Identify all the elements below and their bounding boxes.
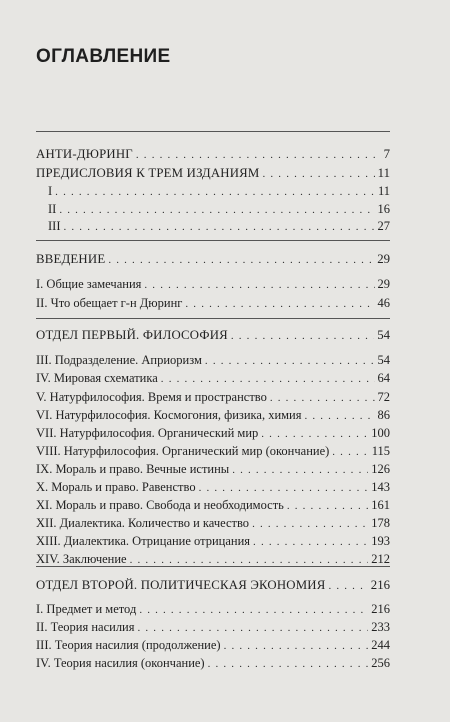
toc-entry[interactable] bbox=[36, 618, 390, 636]
toc-entry-label: АНТИ-ДЮРИНГ bbox=[36, 147, 133, 161]
toc-entry-label: II bbox=[48, 202, 57, 216]
leader-dots bbox=[199, 479, 369, 497]
leader-dots bbox=[139, 601, 368, 619]
toc-entry[interactable] bbox=[36, 496, 390, 514]
toc-entry-page: 126 bbox=[371, 462, 390, 476]
toc-entry[interactable] bbox=[36, 424, 390, 442]
toc-entry-page: 212 bbox=[371, 552, 390, 566]
toc-entry-page: 29 bbox=[377, 252, 390, 266]
toc-entry-page: 29 bbox=[377, 277, 390, 291]
toc-entry-page: 46 bbox=[377, 296, 390, 310]
leader-dots bbox=[161, 370, 375, 388]
toc-entry-label: I. Общие замечания bbox=[36, 277, 142, 291]
toc-entry-page: 11 bbox=[377, 184, 390, 198]
toc-entry-page: 54 bbox=[377, 328, 390, 342]
toc-entry-label: VII. Натурфилософия. Органический мир bbox=[36, 426, 259, 440]
toc-entry[interactable] bbox=[36, 326, 390, 344]
toc-entry-label: XII. Диалектика. Количество и качество bbox=[36, 516, 250, 530]
toc-entry-label: I. Предмет и метод bbox=[36, 602, 137, 616]
toc-entry[interactable] bbox=[36, 200, 390, 218]
toc-entry-page: 216 bbox=[371, 602, 390, 616]
leader-dots bbox=[205, 352, 375, 370]
toc-entry[interactable] bbox=[36, 145, 390, 163]
leader-dots bbox=[185, 295, 374, 313]
leader-dots bbox=[138, 619, 369, 637]
leader-dots bbox=[328, 577, 367, 595]
divider bbox=[36, 318, 390, 319]
toc-entry[interactable] bbox=[36, 532, 390, 550]
toc-entry[interactable] bbox=[36, 550, 390, 568]
toc-entry-label: ПРЕДИСЛОВИЯ К ТРЕМ ИЗДАНИЯМ bbox=[36, 166, 260, 180]
toc-entry-label: ОТДЕЛ ПЕРВЫЙ. ФИЛОСОФИЯ bbox=[36, 328, 228, 342]
leader-dots bbox=[263, 165, 375, 183]
toc-entry-page: 115 bbox=[371, 444, 390, 458]
toc-entry-label: X. Мораль и право. Равенство bbox=[36, 480, 196, 494]
toc-entry[interactable] bbox=[36, 369, 390, 387]
toc-entry-page: 7 bbox=[383, 147, 390, 161]
toc-entry[interactable] bbox=[36, 388, 390, 406]
toc-entry-label: XI. Мораль и право. Свобода и необходимость bbox=[36, 498, 284, 512]
toc-entry[interactable] bbox=[36, 576, 390, 594]
toc-entry-page: 193 bbox=[371, 534, 390, 548]
toc-entry-label: XIV. Заключение bbox=[36, 552, 127, 566]
toc-entry[interactable] bbox=[36, 406, 390, 424]
leader-dots bbox=[253, 533, 368, 551]
leader-dots bbox=[64, 218, 375, 236]
leader-dots bbox=[332, 443, 368, 461]
toc-entry-page: 244 bbox=[371, 638, 390, 652]
toc-entry[interactable] bbox=[36, 654, 390, 672]
leader-dots bbox=[55, 183, 375, 201]
toc-entry[interactable] bbox=[36, 514, 390, 532]
toc-entry-label: VIII. Натурфилософия. Органический мир (окончание) bbox=[36, 444, 330, 458]
toc-entry-page: 16 bbox=[377, 202, 390, 216]
toc-entry[interactable] bbox=[36, 460, 390, 478]
toc-entry-page: 216 bbox=[370, 578, 390, 592]
leader-dots bbox=[304, 407, 374, 425]
leader-dots bbox=[287, 497, 368, 515]
toc-entry[interactable] bbox=[36, 351, 390, 369]
toc-entry-page: 233 bbox=[371, 620, 390, 634]
toc-entry-page: 256 bbox=[371, 656, 390, 670]
toc-entry[interactable] bbox=[36, 217, 390, 235]
toc-entry-label: III. Теория насилия (продолжение) bbox=[36, 638, 221, 652]
leader-dots bbox=[144, 276, 374, 294]
leader-dots bbox=[232, 461, 368, 479]
toc-entry-label: IV. Теория насилия (окончание) bbox=[36, 656, 205, 670]
leader-dots bbox=[252, 515, 368, 533]
leader-dots bbox=[208, 655, 369, 673]
toc-entry-label: II. Что обещает г-н Дюринг bbox=[36, 296, 183, 310]
leader-dots bbox=[108, 251, 374, 269]
toc-entry-label: III. Подразделение. Априоризм bbox=[36, 353, 202, 367]
toc-entry-label: V. Натурфилософия. Время и пространство bbox=[36, 390, 267, 404]
leader-dots bbox=[231, 327, 374, 345]
toc-entry[interactable] bbox=[36, 600, 390, 618]
toc-entry-label: XIII. Диалектика. Отрицание отрицания bbox=[36, 534, 251, 548]
divider bbox=[36, 131, 390, 132]
toc-entry[interactable] bbox=[36, 636, 390, 654]
toc-entry-label: IX. Мораль и право. Вечные истины bbox=[36, 462, 230, 476]
toc-entry[interactable] bbox=[36, 442, 390, 460]
page-title: ОГЛАВЛЕНИЕ bbox=[36, 46, 171, 67]
toc-entry-page: 54 bbox=[377, 353, 390, 367]
toc-entry-label: IV. Мировая схематика bbox=[36, 371, 158, 385]
toc-entry[interactable] bbox=[36, 250, 390, 268]
leader-dots bbox=[136, 146, 381, 164]
toc-entry-label: ОТДЕЛ ВТОРОЙ. ПОЛИТИЧЕСКАЯ ЭКОНОМИЯ bbox=[36, 578, 326, 592]
toc-entry-page: 100 bbox=[371, 426, 390, 440]
toc-entry-page: 27 bbox=[377, 219, 390, 233]
toc-entry-label: ВВЕДЕНИЕ bbox=[36, 252, 106, 266]
toc-entry-label: II. Теория насилия bbox=[36, 620, 135, 634]
toc-entry-label: III bbox=[48, 219, 61, 233]
toc-entry-label: VI. Натурфилософия. Космогония, физика, химия bbox=[36, 408, 302, 422]
toc-entry[interactable] bbox=[36, 275, 390, 293]
toc-entry-page: 64 bbox=[377, 371, 390, 385]
leader-dots bbox=[224, 637, 369, 655]
divider bbox=[36, 240, 390, 241]
toc-entry-page: 72 bbox=[377, 390, 390, 404]
leader-dots bbox=[261, 425, 368, 443]
toc-entry-page: 86 bbox=[377, 408, 390, 422]
leader-dots bbox=[270, 389, 375, 407]
leader-dots bbox=[130, 551, 369, 569]
toc-entry-label: I bbox=[48, 184, 53, 198]
toc-entry[interactable] bbox=[36, 164, 390, 182]
toc-entry[interactable] bbox=[36, 294, 390, 312]
toc-entry-page: 178 bbox=[371, 516, 390, 530]
toc-entry[interactable] bbox=[36, 478, 390, 496]
toc-entry-page: 161 bbox=[371, 498, 390, 512]
toc-entry-page: 11 bbox=[377, 166, 390, 180]
toc-entry-page: 143 bbox=[371, 480, 390, 494]
toc-entry[interactable] bbox=[36, 182, 390, 200]
